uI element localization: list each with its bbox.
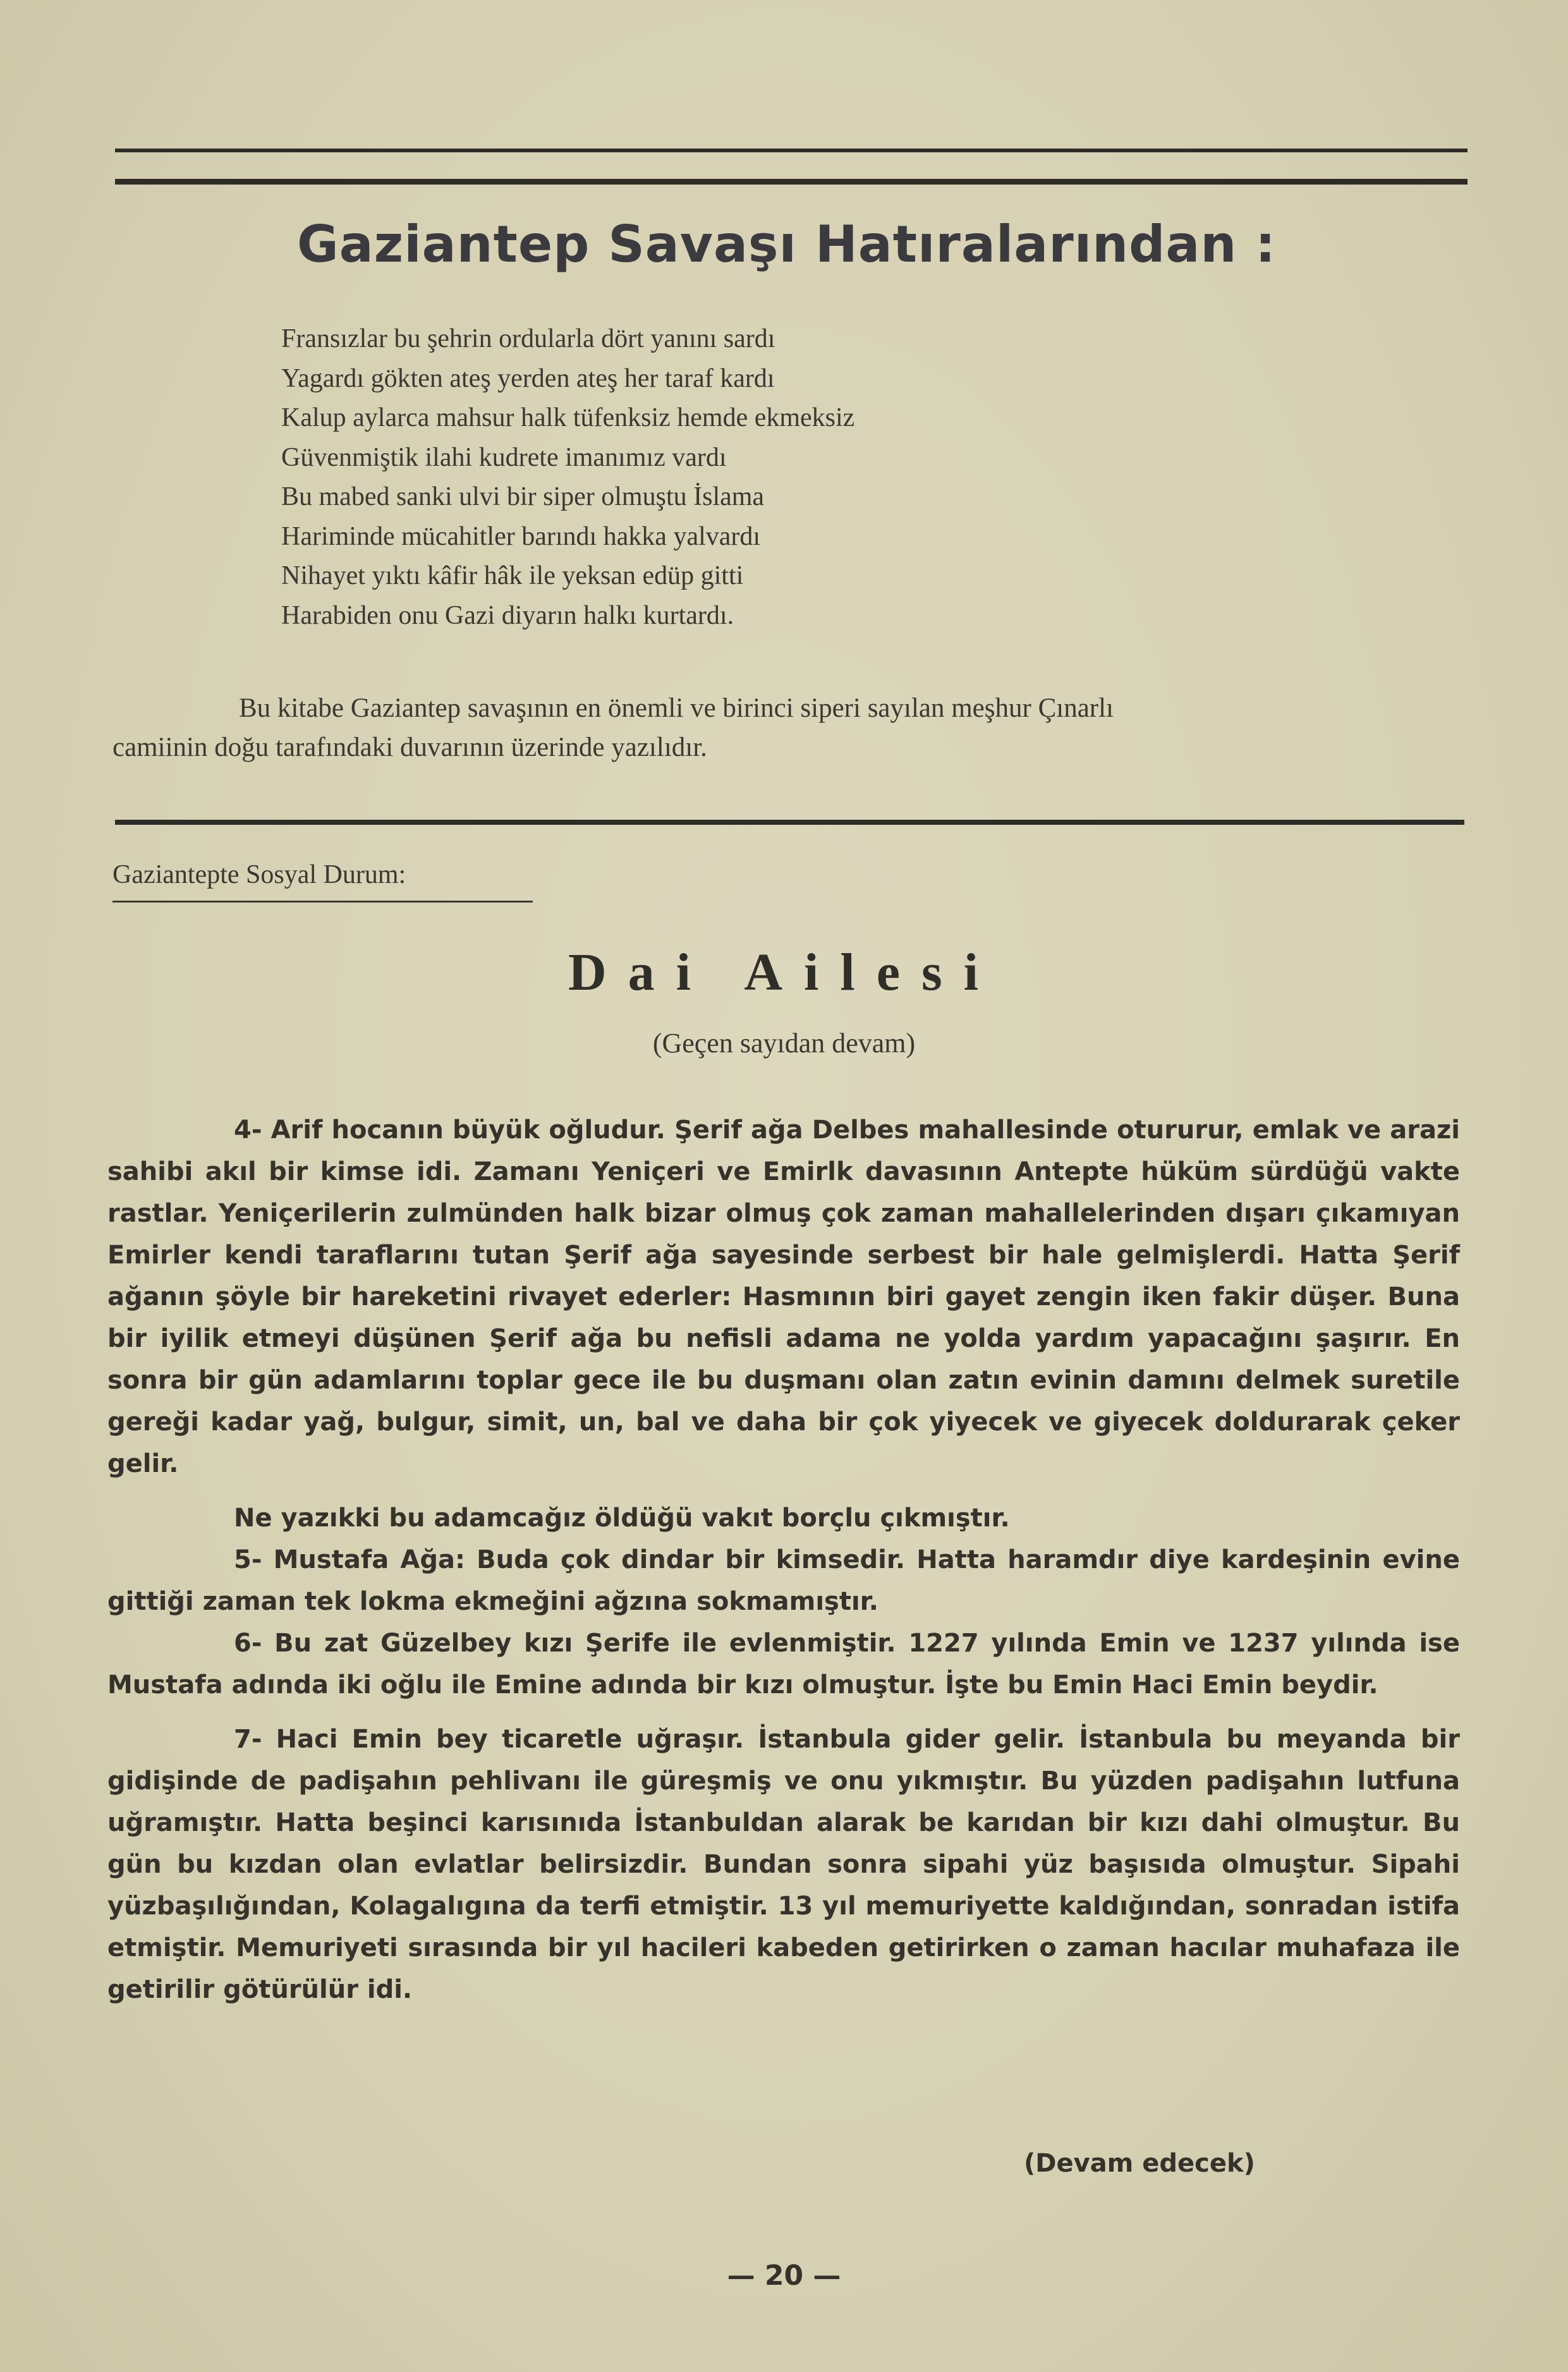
article-body (107, 1109, 1460, 2010)
section-divider (115, 820, 1464, 825)
inscription-poem (281, 319, 854, 635)
paragraph: 4- Arif hocanın büyük oğludur. Şerif ağa Delbes mahallesinde otururur, emlak ve arazi sahibi akıl bir kimse idi. Zamanı Yeniçeri ve Emirlk davasının Antepte hüküm sürdüğü vakte rastlar. Yeniçerilerin zulmünden halk bizar olmuş çok zaman mahallelerinden dışarı çıkamıyan Emirler kendi taraflarını tutan Şerif ağa sayesinde serbest bir hale gelmişlerdi. Hatta Şerif ağanın şöyle bir hareketini rivayet ederler: Hasmının biri gayet zengin iken fakir düşer. Buna bir iyilik etmeyi düşünen Şerif ağa bu nefisli adama ne yolda yardım yapacağını şaşırır. En sonra bir gün adamlarını toplar gece ile bu duşmanı olan zatın evinin damını delmek suretile gereği kadar yağ, bulgur, simit, un, bal ve daha bir çok yiyecek ve giyecek doldurarak çeker gelir. (107, 1116, 1460, 1478)
note-line: Bu kitabe Gaziantep savaşının en önemli ve birinci siperi sayılan meşhur Çınarlı (239, 693, 1114, 723)
section-underline (112, 901, 533, 903)
top-rule-thick (115, 179, 1468, 185)
poem-line: Harabiden onu Gazi diyarın halkı kurtardı. (281, 600, 734, 630)
article-subtitle: (Geçen sayıdan devam) (652, 1028, 916, 1059)
poem-line: Güvenmiştik ilahi kudrete imanımız vardı (281, 442, 727, 472)
note-line: camiinin doğu tarafındaki duvarının üzerinde yazılıdır. (112, 733, 707, 762)
poem-line: Nihayet yıktı kâfir hâk ile yeksan edüp gitti (281, 561, 744, 590)
paragraph: 5- Mustafa Ağa: Buda çok dindar bir kimsedir. Hatta haramdır diye kardeşinin evine gittiği zaman tek lokma ekmeğini ağzına sokmamıştır. (107, 1545, 1460, 1616)
poem-line: Yagardı gökten ateş yerden ateş her taraf kardı (281, 363, 775, 393)
article-title: Dai Ailesi (568, 943, 1000, 1002)
poem-line: Hariminde mücahitler barındı hakka yalvardı (281, 521, 761, 551)
paragraph: 7- Haci Emin bey ticaretle uğraşır. İstanbula gider gelir. İstanbula bu meyanda bir gidişinde de padişahın pehlivanı ile güreşmiş ve onu yıkmıştır. Bu yüzden padişahın lutfuna uğramıştır. Hatta beşinci karısınıda İstanbuldan alarak be karıdan bir kızı dahi olmuştur. Bu gün bu kızdan olan evlatlar belirsizdir. Bundan sonra sipahi yüz başısıda olmuştur. Sipahi yüzbaşılığından, Kolagalıgına da terfi etmiştir. 13 yıl memuriyette kaldığından, sonradan istifa etmiştir. Memuriyeti sırasında bir yıl hacileri kabeden getirirken o zaman hacılar muhafaza ile getirilir götürülür idi. (107, 1725, 1460, 2004)
page-title: Gaziantep Savaşı Hatıralarından : (297, 215, 1277, 274)
inscription-note (112, 689, 1471, 767)
paragraph: 6- Bu zat Güzelbey kızı Şerife ile evlenmiştir. 1227 yılında Emin ve 1237 yılında ise Mustafa adında iki oğlu ile Emine adında bir kızı olmuştur. İşte bu Emin Haci Emin beydir. (107, 1629, 1460, 1700)
top-rule-thin (115, 149, 1468, 152)
section-heading: Gaziantepte Sosyal Durum: (112, 860, 406, 889)
continued-note: (Devam edecek) (1024, 2149, 1255, 2178)
poem-line: Bu mabed sanki ulvi bir siper olmuştu İslama (281, 482, 765, 511)
paragraph: Ne yazıkki bu adamcağız öldüğü vakıt borçlu çıkmıştır. (234, 1504, 1010, 1533)
poem-line: Fransızlar bu şehrin ordularla dört yanını sardı (281, 324, 775, 353)
page-number: — 20 — (727, 2259, 841, 2292)
poem-line: Kalup aylarca mahsur halk tüfenksiz hemde ekmeksiz (281, 403, 855, 432)
